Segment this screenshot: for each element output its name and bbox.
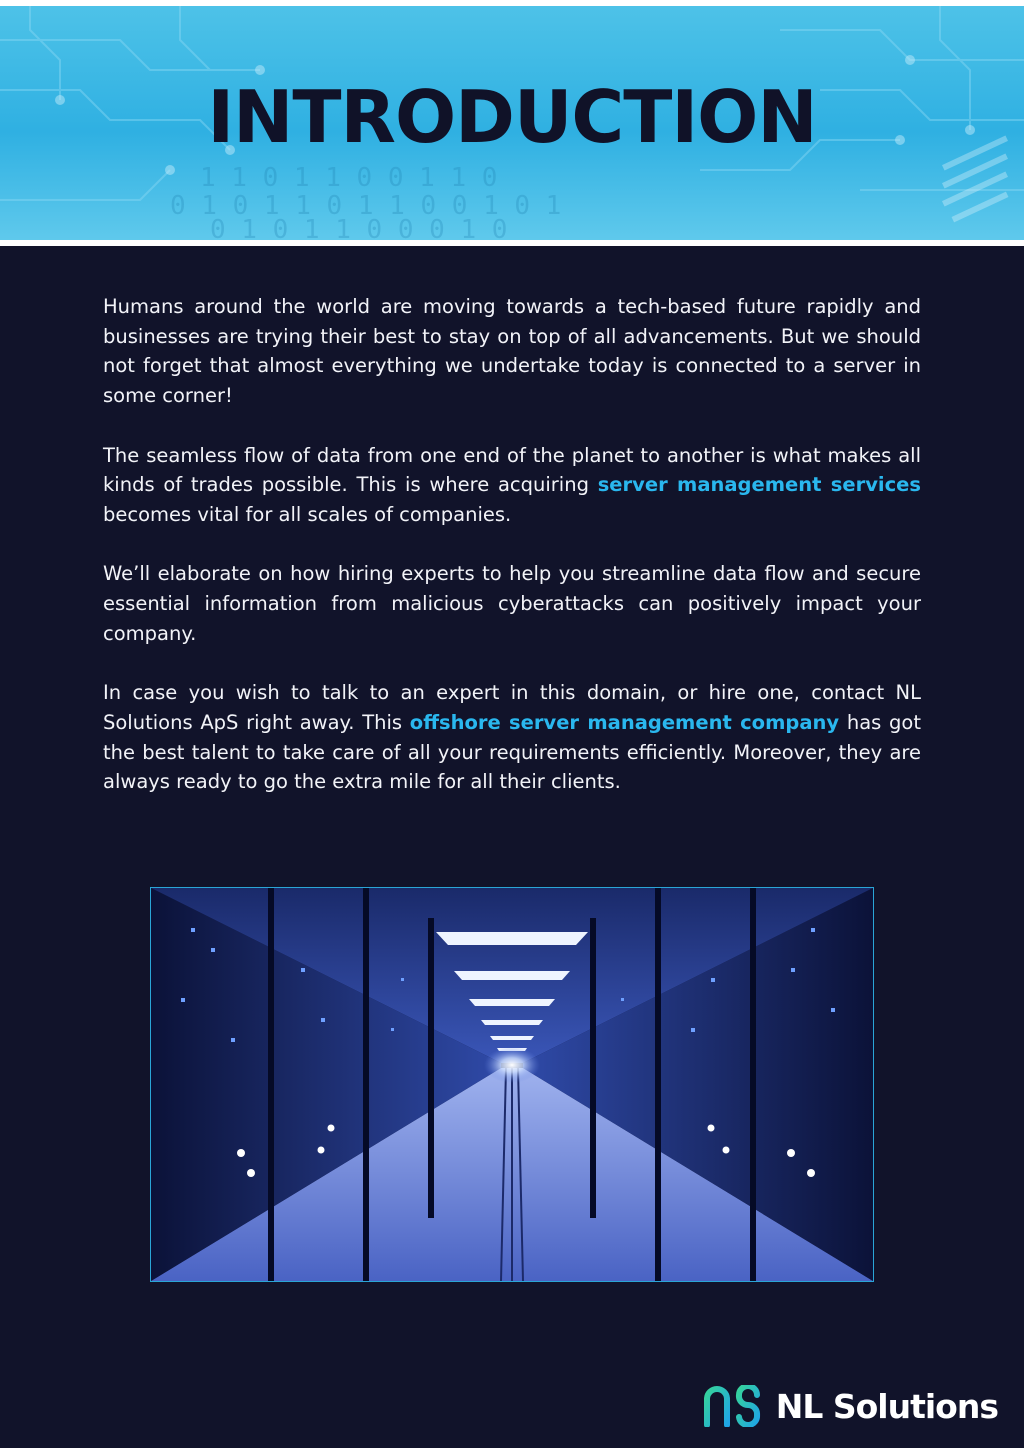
brand-name: NL Solutions <box>775 1386 998 1426</box>
svg-text:1 1 0 1 1 0 0 1 1 0: 1 1 0 1 1 0 0 1 1 0 <box>200 163 498 193</box>
header-top-rule <box>0 0 1024 6</box>
server-corridor-icon <box>151 888 873 1281</box>
svg-text:0 1 0 1 1 0 0 0 1 0: 0 1 0 1 1 0 0 0 1 0 <box>210 215 508 240</box>
header-banner <box>0 0 1024 240</box>
paragraph-2-text-a: The seamless flow of data from one end of the planet to another is what makes all kinds of trades possible. This is where acquiring <box>103 443 921 497</box>
header-divider <box>0 240 1024 246</box>
paragraph-4-text-a: In case you wish to talk to an expert in this domain, or hire one, contact NL Solutions ApS right away. This <box>103 681 921 734</box>
paragraph-2 <box>103 441 921 530</box>
paragraph-1: Humans around the world are moving towards a tech-based future rapidly and businesses are trying their best to stay on top of all advancements. But we should not forget that almost everything we undertake today is connected to a server in some corner! <box>103 295 921 408</box>
page-title: INTRODUCTION <box>207 75 817 159</box>
paragraph-3: We’ll elaborate on how hiring experts to help you streamline data flow and secure essential information from malicious cyberattacks can positively impact your company. <box>103 562 921 645</box>
paragraph-4 <box>103 678 921 797</box>
intro-body <box>103 292 921 827</box>
nl-solutions-logo <box>702 1382 998 1430</box>
svg-text:0 1 0 1 1 0 1 1 0 0 1 0 1: 0 1 0 1 1 0 1 1 0 0 1 0 1 <box>170 191 562 221</box>
server-management-services-link[interactable]: server management services <box>597 473 922 497</box>
paragraph-4-text-b: has got the best talent to take care of all your requirements efficiently. Moreover, they are always ready to go the extra mile for all their clients. <box>103 710 921 794</box>
data-center-image <box>150 887 874 1282</box>
ns-logo-icon <box>702 1385 762 1427</box>
paragraph-2-text-b: becomes vital for all scales of companies. <box>103 502 512 526</box>
offshore-server-management-link[interactable]: offshore server management company <box>409 710 840 734</box>
